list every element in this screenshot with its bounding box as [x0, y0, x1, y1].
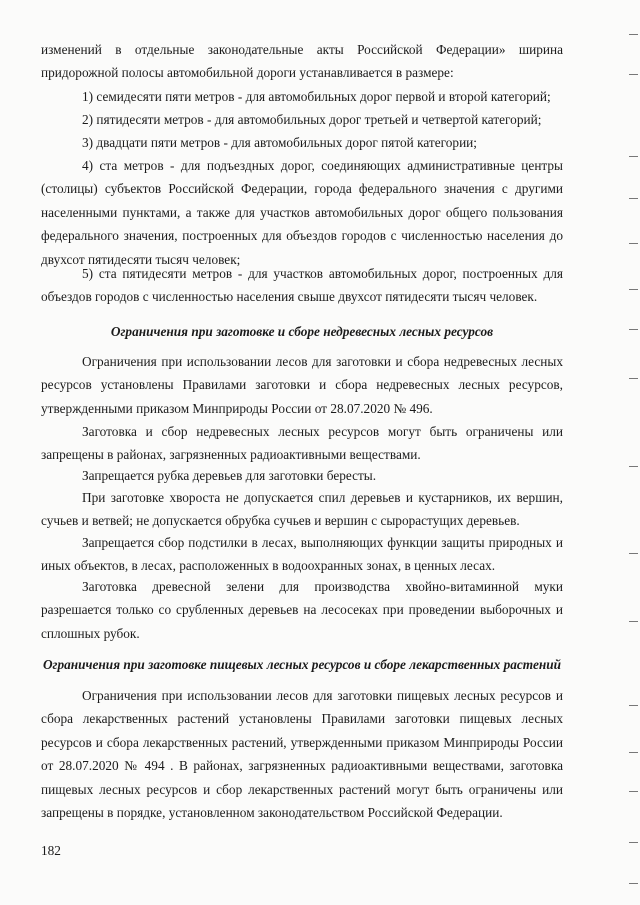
paragraph: Ограничения при использовании лесов для заготовки пищевых лесных ресурсов и сбора лекарственных растений установлены Правилами заготовки пищевых лесных ресурсов и сбора лекарственных растений, утвержденными приказом Минприроды России от 28.07.2020 № 494 . В районах, загрязненных радиоактивными веществами, заготовка пищевых лесных ресурсов и сбор лекарственных растений могут быть ограничены или запрещены в порядке, установленном законодательством Российской Федерации.: [41, 688, 563, 821]
paragraph: Заготовка древесной зелени для производства хвойно-витаминной муки разрешается только со срубленных деревьев на лесосеках при проведении выборочных и сплошных рубок.: [41, 579, 563, 641]
list-item-2: 2) пятидесяти метров - для автомобильных дорог третьей и четвертой категорий;: [82, 112, 542, 127]
list-item-3: 3) двадцати пяти метров - для автомобильных дорог пятой категории;: [82, 135, 477, 150]
section-heading-nontimber: Ограничения при заготовке и сборе недревесных лесных ресурсов: [110, 324, 494, 339]
list-item-1: 1) семидесяти пяти метров - для автомобильных дорог первой и второй категорий;: [82, 89, 551, 104]
paragraph: Заготовка и сбор недревесных лесных ресурсов могут быть ограничены или запрещены в районах, загрязненных радиоактивными веществами.: [41, 424, 563, 463]
paragraph-continuation: изменений в отдельные законодательные акты Российской Федерации» ширина придорожной полосы автомобильной дороги устанавливается в размере:: [41, 42, 563, 81]
paragraph: Запрещается рубка деревьев для заготовки бересты.: [82, 468, 377, 483]
paragraph: Запрещается сбор подстилки в лесах, выполняющих функции защиты природных и иных объектов, в лесах, расположенных в водоохранных зонах, в ценных лесах.: [41, 535, 563, 574]
page-number: 182: [41, 843, 61, 858]
paragraph: При заготовке хвороста не допускается спил деревьев и кустарников, их вершин, сучьев и ветвей; не допускается обрубка сучьев и вершин с сырорастущих деревьев.: [41, 490, 563, 529]
scan-edge-marks: [626, 0, 640, 905]
section-heading-food-resources: Ограничения при заготовке пищевых лесных ресурсов и сборе лекарственных растений: [42, 657, 562, 672]
paragraph: Ограничения при использовании лесов для заготовки и сбора недревесных лесных ресурсов установлены Правилами заготовки и сбора недревесных лесных ресурсов, утвержденными приказом Минприроды России от 28.07.2020 № 496.: [41, 354, 563, 416]
list-item-5: 5) ста пятидесяти метров - для участков автомобильных дорог, построенных для объездов городов с численностью населения свыше двухсот пятидесяти тысяч человек.: [41, 266, 563, 305]
list-item-4: 4) ста метров - для подъездных дорог, соединяющих административные центры (столицы) субъектов Российской Федерации, города федерального значения с другими населенными пунктами, а также для участков автомобильных дорог общего пользования федерального значения, построенных для объездов городов с численностью населения до двухсот пятидесяти тысяч человек;: [41, 158, 563, 267]
